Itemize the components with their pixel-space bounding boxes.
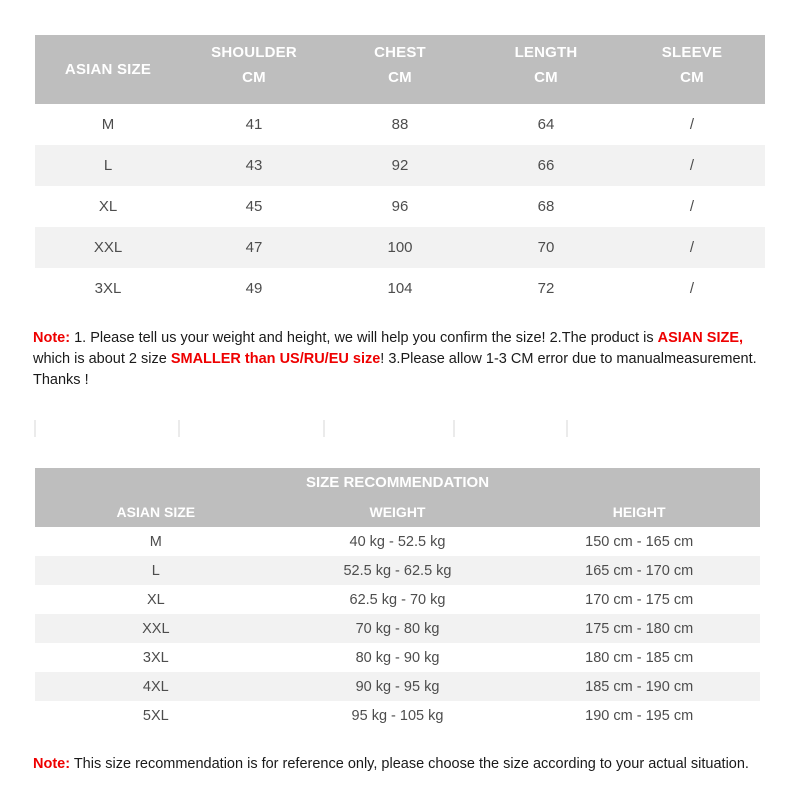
cell-weight: 62.5 kg - 70 kg — [277, 585, 519, 614]
column-header-unit: CM — [680, 69, 704, 86]
note-label: Note: — [33, 755, 71, 772]
tick-mark — [566, 420, 568, 437]
cell-length: 72 — [473, 268, 619, 309]
cell-chest: 100 — [327, 227, 473, 268]
cell-sleeve: / — [619, 268, 765, 309]
table-row — [35, 145, 765, 186]
cell-weight: 95 kg - 105 kg — [277, 701, 519, 730]
cell-shoulder: 43 — [181, 145, 327, 186]
column-header-weight: WEIGHT — [277, 497, 519, 527]
cell-height: 190 cm - 195 cm — [518, 701, 760, 730]
table-row — [35, 643, 760, 672]
cell-chest: 104 — [327, 268, 473, 309]
cell-weight: 90 kg - 95 kg — [277, 672, 519, 701]
table-row — [35, 701, 760, 730]
cell-height: 180 cm - 185 cm — [518, 643, 760, 672]
size-recommendation-table — [35, 468, 760, 730]
table-row — [35, 672, 760, 701]
note-text-part3: ! 3.Please allow 1-3 CM error due to manualmeasurement. Thanks ! — [33, 350, 757, 388]
note-emphasis-asian-size: ASIAN SIZE, — [657, 329, 744, 346]
cell-sleeve: / — [619, 145, 765, 186]
cell-chest: 96 — [327, 186, 473, 227]
cell-size: 3XL — [35, 643, 277, 672]
table-title-row — [35, 468, 760, 497]
cell-size: M — [35, 104, 181, 145]
cell-shoulder: 45 — [181, 186, 327, 227]
table-header-row — [35, 35, 765, 104]
column-header-shoulder — [181, 35, 327, 104]
cell-size: M — [35, 527, 277, 556]
table-row — [35, 527, 760, 556]
cell-size: 5XL — [35, 701, 277, 730]
cell-shoulder: 41 — [181, 104, 327, 145]
measurement-size-table — [35, 35, 765, 309]
cell-height: 150 cm - 165 cm — [518, 527, 760, 556]
table-row — [35, 186, 765, 227]
column-header-label: CHEST — [374, 44, 426, 61]
table-row — [35, 104, 765, 145]
cell-shoulder: 47 — [181, 227, 327, 268]
column-header-label: SHOULDER — [211, 44, 297, 61]
column-header-height: HEIGHT — [518, 497, 760, 527]
cell-length: 68 — [473, 186, 619, 227]
cell-size: XL — [35, 585, 277, 614]
cell-weight: 52.5 kg - 62.5 kg — [277, 556, 519, 585]
cell-height: 175 cm - 180 cm — [518, 614, 760, 643]
column-header-unit: CM — [388, 69, 412, 86]
column-header-asian-size: ASIAN SIZE — [35, 497, 277, 527]
note-text: This size recommendation is for reference only, please choose the size according to your actual situation. — [70, 755, 749, 772]
table-row — [35, 614, 760, 643]
note-emphasis-smaller-than: SMALLER than US/RU/EU size — [170, 350, 381, 367]
tick-mark — [453, 420, 455, 437]
note-label: Note: — [33, 329, 71, 346]
column-header-label: SLEEVE — [661, 44, 723, 61]
cell-weight: 40 kg - 52.5 kg — [277, 527, 519, 556]
measurement-note — [33, 328, 770, 391]
cell-sleeve: / — [619, 104, 765, 145]
cell-sleeve: / — [619, 186, 765, 227]
cell-weight: 70 kg - 80 kg — [277, 614, 519, 643]
table-row — [35, 268, 765, 309]
table-row — [35, 227, 765, 268]
recommendation-note — [33, 754, 770, 775]
cell-height: 185 cm - 190 cm — [518, 672, 760, 701]
column-header-label: ASIAN SIZE — [64, 61, 152, 78]
cell-size: XL — [35, 186, 181, 227]
measurement-table-header — [35, 35, 765, 104]
tick-mark — [178, 420, 180, 437]
table-row — [35, 556, 760, 585]
column-header-label: LENGTH — [514, 44, 578, 61]
cell-size: XXL — [35, 227, 181, 268]
column-header-chest — [327, 35, 473, 104]
recommendation-table-title: SIZE RECOMMENDATION — [35, 468, 760, 497]
cell-sleeve: / — [619, 227, 765, 268]
table-header-row — [35, 497, 760, 527]
column-header-unit: CM — [534, 69, 558, 86]
cell-size: 3XL — [35, 268, 181, 309]
cell-length: 70 — [473, 227, 619, 268]
cell-size: XXL — [35, 614, 277, 643]
note-text-part1: 1. Please tell us your weight and height, we will help you confirm the size! 2.The product is — [70, 329, 658, 346]
separator-tick-marks — [0, 420, 800, 444]
column-header-sleeve — [619, 35, 765, 104]
recommendation-table-body — [35, 527, 760, 730]
cell-chest: 92 — [327, 145, 473, 186]
cell-size: L — [35, 145, 181, 186]
table-row — [35, 585, 760, 614]
note-text-part2: which is about 2 size — [33, 350, 171, 367]
tick-mark — [323, 420, 325, 437]
cell-chest: 88 — [327, 104, 473, 145]
tick-mark — [34, 420, 36, 437]
cell-size: 4XL — [35, 672, 277, 701]
cell-length: 64 — [473, 104, 619, 145]
column-header-unit: CM — [242, 69, 266, 86]
cell-size: L — [35, 556, 277, 585]
cell-shoulder: 49 — [181, 268, 327, 309]
column-header-length — [473, 35, 619, 104]
column-header-asian-size — [35, 35, 181, 104]
cell-weight: 80 kg - 90 kg — [277, 643, 519, 672]
cell-height: 165 cm - 170 cm — [518, 556, 760, 585]
recommendation-table-header — [35, 468, 760, 527]
cell-height: 170 cm - 175 cm — [518, 585, 760, 614]
cell-length: 66 — [473, 145, 619, 186]
measurement-table-body — [35, 104, 765, 309]
